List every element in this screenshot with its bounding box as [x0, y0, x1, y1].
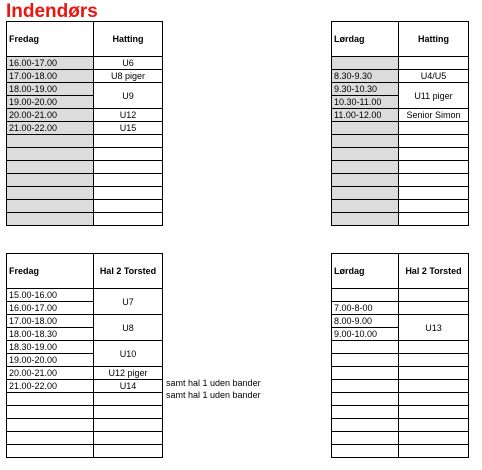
team-cell: Senior Simon [399, 109, 469, 122]
time-cell [7, 174, 94, 187]
team-cell [399, 341, 469, 354]
team-cell [94, 187, 163, 200]
team-cell [399, 289, 469, 302]
team-cell: U7 [94, 289, 163, 315]
team-cell [399, 122, 469, 135]
team-cell: U14 [94, 380, 163, 393]
team-cell [94, 135, 163, 148]
team-cell [399, 187, 469, 200]
team-cell: U8 piger [94, 70, 163, 83]
time-cell [7, 135, 94, 148]
venue-header: Hatting [94, 22, 163, 57]
team-cell [94, 419, 163, 432]
time-cell [332, 57, 399, 70]
venue-header: Hal 2 Torsted [94, 254, 163, 289]
day-header: Lørdag [332, 22, 399, 57]
page-title: Indendørs [6, 1, 98, 22]
time-cell: 18.00-18.30 [7, 328, 94, 341]
time-cell [7, 393, 94, 406]
team-cell: U13 [399, 315, 469, 341]
time-cell: 17.00-18.00 [7, 315, 94, 328]
time-cell: 9.30-10.30 [332, 83, 399, 96]
time-cell: 21.00-22.00 [7, 122, 94, 135]
time-cell: 21.00-22.00 [7, 380, 94, 393]
time-cell [7, 445, 94, 458]
time-cell [332, 341, 399, 354]
friday-torsted-table [6, 253, 163, 458]
note-text: samt hal 1 uden bander [166, 390, 261, 400]
team-cell [399, 161, 469, 174]
team-cell [94, 393, 163, 406]
time-cell [332, 213, 399, 226]
team-cell: U8 [94, 315, 163, 341]
friday-hatting-table [6, 21, 163, 226]
time-cell: 20.00-21.00 [7, 367, 94, 380]
time-cell [332, 380, 399, 393]
day-header: Fredag [7, 254, 94, 289]
time-cell [332, 161, 399, 174]
time-cell [332, 174, 399, 187]
time-cell: 19.00-20.00 [7, 354, 94, 367]
time-cell [332, 200, 399, 213]
time-cell: 8.30-9.30 [332, 70, 399, 83]
time-cell: 18.00-19.00 [7, 83, 94, 96]
time-cell [7, 406, 94, 419]
time-cell [7, 213, 94, 226]
time-cell [332, 432, 399, 445]
time-cell [7, 432, 94, 445]
time-cell [332, 122, 399, 135]
team-cell [399, 406, 469, 419]
note-text: samt hal 1 uden bander [166, 378, 261, 388]
team-cell [399, 174, 469, 187]
team-cell [399, 135, 469, 148]
team-cell [399, 393, 469, 406]
team-cell [399, 445, 469, 458]
time-cell: 17.00-18.00 [7, 70, 94, 83]
time-cell [7, 187, 94, 200]
team-cell [94, 213, 163, 226]
team-cell [399, 354, 469, 367]
team-cell [94, 445, 163, 458]
team-cell [94, 432, 163, 445]
time-cell [332, 354, 399, 367]
time-cell: 16.00-17.00 [7, 302, 94, 315]
team-cell [94, 406, 163, 419]
venue-header: Hal 2 Torsted [399, 254, 469, 289]
venue-header: Hatting [399, 22, 469, 57]
time-cell [332, 187, 399, 200]
time-cell: 7.00-8-00 [332, 302, 399, 315]
time-cell [332, 148, 399, 161]
day-header: Lørdag [332, 254, 399, 289]
team-cell: U9 [94, 83, 163, 109]
time-cell [7, 148, 94, 161]
time-cell [332, 445, 399, 458]
time-cell: 19.00-20.00 [7, 96, 94, 109]
team-cell [94, 174, 163, 187]
team-cell [399, 302, 469, 315]
time-cell: 18.30-19.00 [7, 341, 94, 354]
team-cell: U6 [94, 57, 163, 70]
team-cell: U15 [94, 122, 163, 135]
time-cell [332, 135, 399, 148]
time-cell: 15.00-16.00 [7, 289, 94, 302]
time-cell [7, 200, 94, 213]
team-cell: U12 [94, 109, 163, 122]
saturday-torsted-table [331, 253, 469, 458]
team-cell [399, 419, 469, 432]
day-header: Fredag [7, 22, 94, 57]
saturday-hatting-table [331, 21, 469, 226]
time-cell [332, 289, 399, 302]
team-cell: U11 piger [399, 83, 469, 109]
team-cell [399, 367, 469, 380]
team-cell: U12 piger [94, 367, 163, 380]
time-cell [7, 419, 94, 432]
time-cell [332, 393, 399, 406]
team-cell [399, 57, 469, 70]
team-cell [399, 148, 469, 161]
team-cell [399, 380, 469, 393]
team-cell [94, 200, 163, 213]
time-cell: 9.00-10.00 [332, 328, 399, 341]
team-cell [94, 161, 163, 174]
team-cell [399, 432, 469, 445]
time-cell [332, 367, 399, 380]
team-cell [399, 200, 469, 213]
time-cell: 20.00-21.00 [7, 109, 94, 122]
time-cell: 10.30-11.00 [332, 96, 399, 109]
team-cell: U10 [94, 341, 163, 367]
time-cell [332, 419, 399, 432]
team-cell [94, 148, 163, 161]
time-cell: 16.00-17.00 [7, 57, 94, 70]
team-cell [399, 213, 469, 226]
time-cell [7, 161, 94, 174]
time-cell: 8.00-9.00 [332, 315, 399, 328]
time-cell [332, 406, 399, 419]
team-cell: U4/U5 [399, 70, 469, 83]
time-cell: 11.00-12.00 [332, 109, 399, 122]
